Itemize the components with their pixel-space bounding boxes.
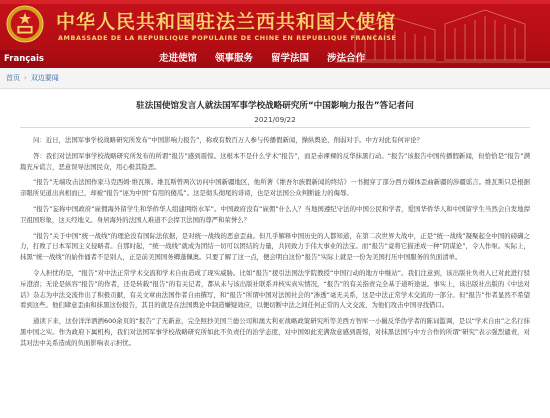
article-paragraph: “报告”妄称中国政府“雇佣海外留学生和华侨华人组建网络水军”。中国政府没有“雇佣”什么人？当地国遵纪守法的中国公民和学者，爱国华侨华人和中国留学生当然会自发地捍卫祖国形象，这天经地义。身居海外的法国人难道不会捍卫法国的尊严和荣誉么？ (20, 204, 530, 224)
site-title[interactable]: 中华人民共和国驻法兰西共和国大使馆 (56, 11, 397, 33)
article-body (20, 135, 530, 354)
site-header (0, 0, 550, 68)
article-title: 驻法国使馆发言人就法国军事学校战略研究所“中国影响力报告”答记者问 (136, 101, 414, 111)
article-paragraph: 通读下来，这份洋洋洒洒600余页的“报告”了无新意，完全照抄美国兰德公司和澳大利亚战略政策研究所等美西方智库一小撮反华伪学者的陈词滥调，是以“学术自由”之名行抹黑中国之实。作为政府下属机构，我们对法国军事学校战略研究所如此不负责任的治学态度，对中国如此充满敌意感到震惊，对抹黑法国与中方合作的所谓“研究”表示强烈谴责，对其对法中关系造成的负面影响表示担忧。 (20, 317, 531, 347)
article-divider (20, 127, 530, 128)
article-date: 2021/09/22 (254, 115, 296, 124)
article-paragraph: 问：近日，法国军事学校战略研究所发布“中国影响力报告”，称或有数百万人参与传播假新闻，操纵舆论、削弱对手。中方对此有何评论？ (33, 136, 424, 144)
breadcrumb-separator: › (24, 74, 27, 82)
breadcrumb-home-link[interactable]: 首页 (6, 74, 20, 82)
breadcrumb (0, 68, 550, 89)
article-paragraph: “报告”关于中国“统一战线”的理论没有国际法依据，是对统一战线的恶意歪曲。但几乎解释中国历史的人都知道，在第二次世界大战中，正是“统一战线”凝聚起全中国的磅礴之力，打败了日本军国主义侵略者。自那时起，“统一战线”就成为团结一切可以团结的力量，共同致力于伟大事业的法宝。而“报告”竟将它描述成一种“阴谋论”，令人作呕。实际上，抹黑“统一战线”的始作俑者不是别人，正是前美国国务卿蓬佩奥。只要了解了这一点，便会明白这份“报告”实际上就是一份为美国打压中国服务的负面清单。 (20, 231, 530, 262)
nav-item-study[interactable]: 留学法国 (271, 53, 310, 64)
nav-item-embassy[interactable]: 走进使馆 (159, 53, 198, 64)
nav-item-cooperation[interactable]: 涉法合作 (327, 53, 366, 64)
article-paragraph: “报告”无端攻击法国作家马克西姆·维瓦斯。维瓦斯曾两次访问中国新疆地区，他所著《维吾尔族假新闻的终结》一书揭穿了部分西方媒体歪曲新疆的涉疆谣言。维瓦斯只是根据亲眼所见道出真相而已，却被“报告”诬为中国“有用的傻瓜”。这是彻头彻尾的诽谤，也是对法国公众判断能力的侮辱。 (20, 178, 530, 198)
site-subtitle: AMBASSADE DE LA REPUBLIQUE POPULAIRE DE CHINE EN REPUBLIQUE FRANCAISE (58, 34, 397, 42)
national-emblem-icon[interactable] (6, 5, 44, 43)
language-switch-link[interactable]: Français (0, 50, 40, 68)
nav-item-consular[interactable]: 领事服务 (215, 53, 254, 64)
breadcrumb-current-link[interactable]: 双边要闻 (30, 74, 59, 82)
article-paragraph: 令人担忧的是，“报告”对中法正常学术交流和学术自由造成了现实威胁。比如“报告”援引法国法学院教授“中国行动的地方中继站”。我们注意到，该出版社负责人已对此进行驳斥澄清；无论是纵容“报告”的作者，还是转载“报告”的有关记者，都从未与该出版社联系并核实真实情况，“报告”的有关指责完全基于道听途说。事实上，该出版社出版的《中法对话》杂志为中法交流作出了积极贡献，有关文章由法国作者自由撰写，和“报告”所谓中国对法国社会的“渗透”毫无关系，这是中法正常学术交流的一部分。但“报告”作者显然不希望看到这些。他们肆意歪曲和抹黑这份报告，其目的就是在法国舆论中制造嫌疑效应，以便切断中法之间任何正常的人文交流，为他们攻击中国寻找借口。 (20, 268, 530, 310)
article-paragraph: 答：我们对法国军事学校战略研究所发布的所谓“报告”感到震惊。这根本不是什么学术“报告”，而是赤裸裸的反华抹黑行动。“报告”该报告中国传播假新闻，但恰恰是“报告”满篇充斥谎言，恶意误导法国民众，用心极其险恶。 (20, 151, 530, 171)
article (0, 89, 550, 418)
main-nav (150, 50, 374, 68)
